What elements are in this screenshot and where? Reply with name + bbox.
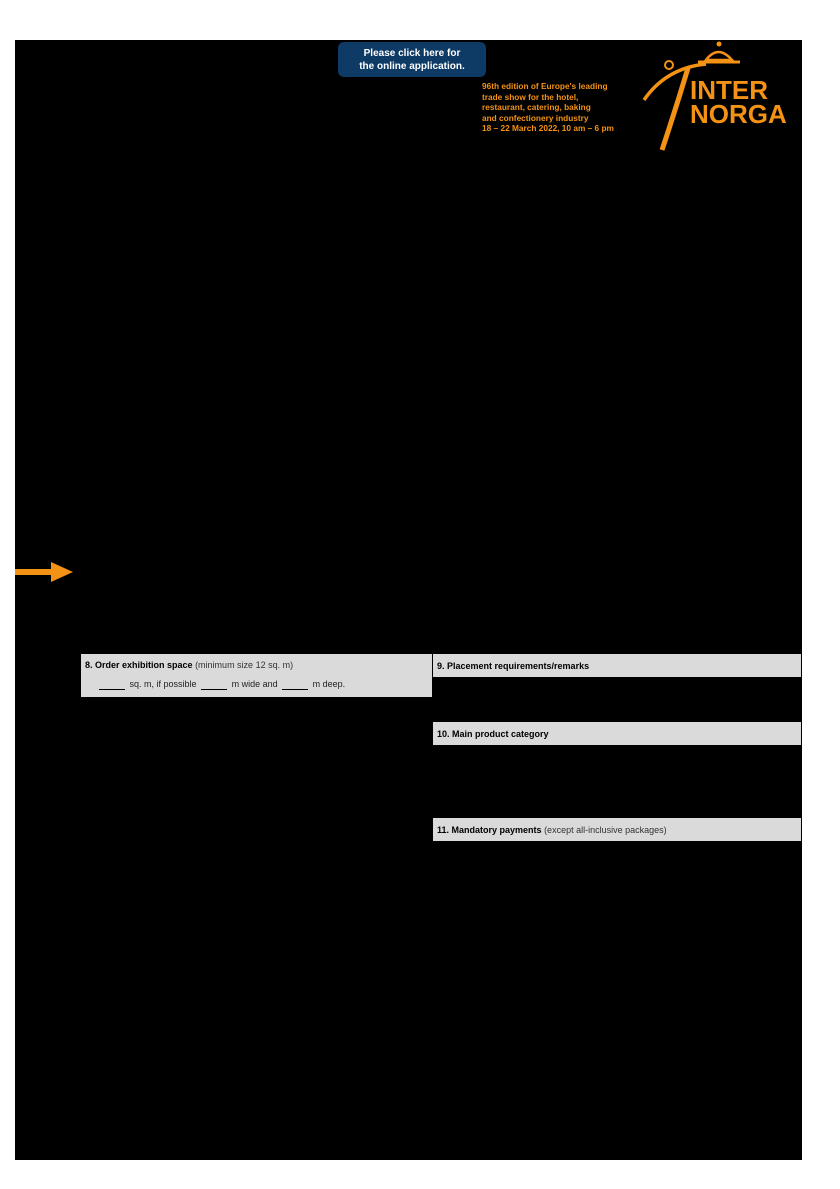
section-8-title: 8. Order exhibition space — [85, 660, 193, 670]
section-8-subtitle: (minimum size 12 sq. m) — [195, 660, 294, 670]
tagline-line: 18 – 22 March 2022, 10 am – 6 pm — [482, 123, 614, 133]
logo-line1: INTER — [690, 75, 768, 105]
arrow-right-icon — [15, 561, 75, 583]
depth-label: m deep. — [312, 679, 346, 689]
width-input[interactable] — [201, 680, 227, 690]
logo-wordmark — [690, 75, 787, 129]
event-tagline — [482, 81, 628, 134]
online-application-button[interactable] — [338, 42, 486, 77]
section-mandatory-payments — [433, 818, 801, 841]
logo-line2: NORGA — [690, 99, 787, 129]
section-order-exhibition-space — [81, 654, 432, 697]
online-button-line1: Please click here for — [363, 47, 461, 59]
section-placement-requirements — [433, 654, 801, 677]
section-11-title: 11. Mandatory payments — [437, 824, 542, 835]
online-button-line2: the online application. — [359, 60, 465, 72]
space-size-row — [85, 678, 428, 690]
width-label: m wide and — [231, 679, 278, 689]
tagline-line: trade show for the hotel, — [482, 91, 579, 102]
form-background — [15, 40, 802, 1160]
tagline-line: and confectionery industry — [482, 112, 589, 123]
sqm-input[interactable] — [99, 680, 125, 690]
section-10-title: 10. Main product category — [437, 728, 549, 739]
section-9-title: 9. Placement requirements/remarks — [437, 660, 590, 671]
section-main-product-category — [433, 722, 801, 745]
depth-input[interactable] — [282, 680, 308, 690]
tagline-line: restaurant, catering, baking — [482, 102, 591, 112]
section-11-subtitle: (except all-inclusive packages) — [544, 824, 667, 835]
sqm-label: sq. m, if possible — [129, 679, 197, 689]
tagline-line: 96th edition of Europe's leading — [482, 81, 608, 91]
